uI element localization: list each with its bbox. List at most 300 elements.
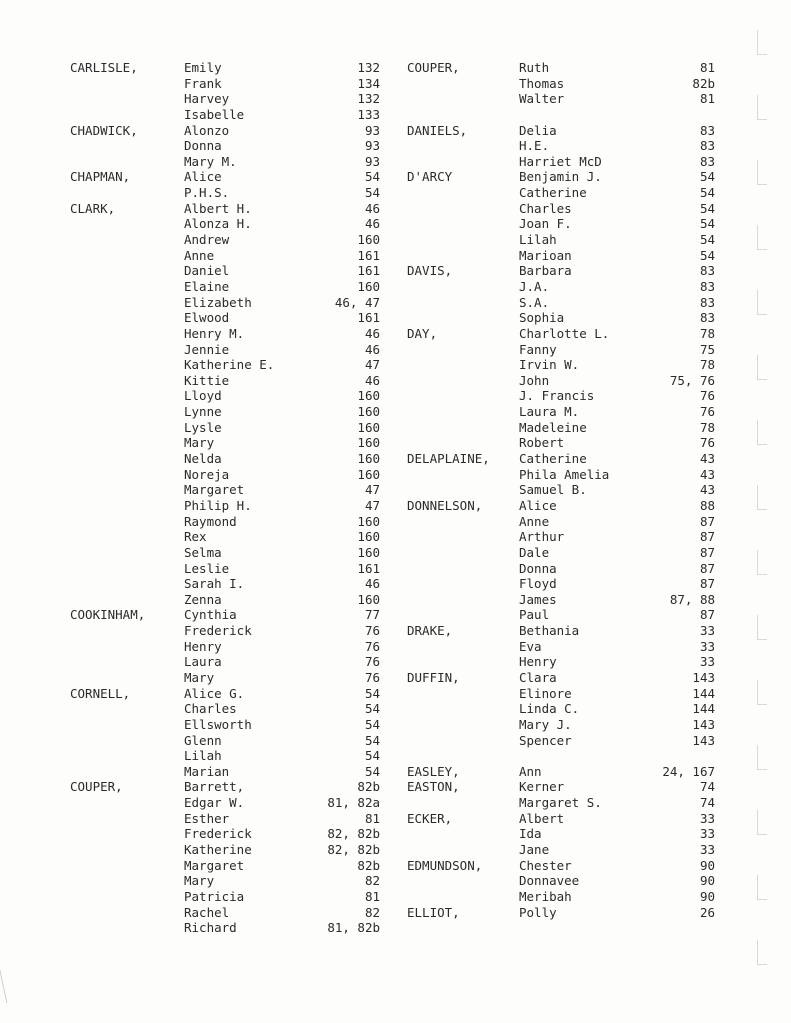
entry-page-numbers: 46 (364, 341, 380, 357)
entry-page-numbers: 46 (364, 216, 380, 232)
entry-given-name: Katherine E. (184, 357, 275, 373)
index-entry (70, 811, 382, 827)
index-entry (407, 733, 717, 749)
entry-given-name: Madeleine (519, 419, 587, 435)
entry-page-numbers: 87 (699, 576, 715, 592)
entry-page-numbers: 88 (699, 497, 715, 513)
index-entry (407, 357, 717, 373)
entry-page-numbers: 93 (364, 122, 380, 138)
entry-given-name: P.H.S. (184, 185, 230, 201)
entry-page-numbers: 54 (364, 685, 380, 701)
index-entry (407, 686, 717, 702)
index-entry (70, 764, 382, 780)
entry-given-name: J.A. (519, 278, 550, 294)
entry-page-numbers: 83 (699, 263, 715, 279)
index-entry (70, 295, 382, 311)
index-entry (407, 467, 717, 483)
index-entry (70, 216, 382, 232)
index-entry (407, 514, 717, 530)
index-entry (70, 107, 382, 123)
index-entry (70, 686, 382, 702)
binder-edge-mark (757, 30, 767, 55)
entry-page-numbers: 54 (699, 216, 715, 232)
index-entry (407, 545, 717, 561)
entry-page-numbers: 83 (699, 294, 715, 310)
index-entry (407, 639, 717, 655)
entry-given-name: Margaret (184, 857, 245, 873)
binder-edge-mark (757, 160, 767, 185)
entry-page-numbers: 74 (699, 795, 715, 811)
binder-edge-mark (757, 355, 767, 380)
entry-page-numbers: 132 (357, 91, 380, 107)
entry-page-numbers: 33 (699, 623, 715, 639)
entry-given-name: Chester (519, 857, 572, 873)
entry-given-name: Daniel (184, 263, 230, 279)
entry-given-name: Elaine (184, 278, 230, 294)
index-entry (70, 248, 382, 264)
entry-page-numbers: 54 (364, 169, 380, 185)
entry-given-name: Laura M. (519, 404, 580, 420)
entry-given-name: Leslie (184, 560, 230, 576)
index-entry (70, 607, 382, 623)
index-entry (407, 826, 717, 842)
entry-given-name: Albert (519, 810, 565, 826)
binder-edge-mark (757, 875, 767, 900)
entry-given-name: Bethania (519, 623, 580, 639)
entry-page-numbers: 134 (357, 75, 380, 91)
entry-given-name: Patricia (184, 888, 245, 904)
index-entry (407, 701, 717, 717)
entry-page-numbers: 81 (699, 91, 715, 107)
entry-given-name: Robert (519, 435, 565, 451)
binder-edge-mark (757, 485, 767, 510)
index-entry (70, 561, 382, 577)
index-entry (70, 795, 382, 811)
entry-page-numbers: 83 (699, 153, 715, 169)
entry-surname: DONNELSON, (407, 497, 483, 513)
entry-page-numbers: 43 (699, 482, 715, 498)
entry-given-name: Richard (184, 920, 237, 936)
entry-surname: EASLEY, (407, 763, 460, 779)
index-entry (407, 842, 717, 858)
index-entry (70, 388, 382, 404)
entry-page-numbers: 33 (699, 638, 715, 654)
index-entry (70, 91, 382, 107)
entry-given-name: Sarah I. (184, 576, 245, 592)
entry-surname: CARLISLE, (70, 60, 138, 75)
entry-page-numbers: 90 (699, 857, 715, 873)
entry-page-numbers: 76 (364, 669, 380, 685)
entry-page-numbers: 143 (692, 669, 715, 685)
entry-given-name: Barbara (519, 263, 572, 279)
entry-given-name: Elwood (184, 310, 230, 326)
entry-page-numbers: 90 (699, 873, 715, 889)
entry-page-numbers: 160 (357, 451, 380, 467)
entry-given-name: Alice (184, 169, 222, 185)
entry-given-name: Lysle (184, 419, 222, 435)
entry-page-numbers: 46 (364, 372, 380, 388)
index-entry (407, 342, 717, 358)
entry-given-name: Margaret (184, 482, 245, 498)
entry-page-numbers: 82 (364, 904, 380, 920)
index-entry (70, 279, 382, 295)
index-entry (407, 451, 717, 467)
binder-edge-mark (757, 680, 767, 705)
entry-surname: ELLIOT, (407, 904, 460, 920)
entry-given-name: Philip H. (184, 497, 252, 513)
entry-page-numbers: 161 (357, 263, 380, 279)
index-entry (407, 561, 717, 577)
entry-given-name: J. Francis (519, 388, 595, 404)
entry-surname: DANIELS, (407, 122, 468, 138)
index-entry (70, 905, 382, 921)
binder-edge-mark (757, 940, 767, 965)
index-entry (70, 201, 382, 217)
index-entry (70, 154, 382, 170)
entry-page-numbers: 160 (357, 466, 380, 482)
entry-given-name: Jennie (184, 341, 230, 357)
entry-surname: DELAPLAINE, (407, 451, 490, 467)
entry-given-name: Henry (519, 654, 557, 670)
index-entry (407, 232, 717, 248)
entry-given-name: Benjamin J. (519, 169, 602, 185)
index-entry (70, 482, 382, 498)
entry-given-name: Ann (519, 763, 542, 779)
entry-given-name: Mary (184, 669, 215, 685)
index-entry (407, 748, 717, 764)
entry-given-name: Lilah (519, 232, 557, 248)
binder-edge-mark (757, 810, 767, 835)
entry-surname: COOKINHAM, (70, 607, 146, 623)
entry-given-name: Raymond (184, 513, 237, 529)
index-entry (407, 873, 717, 889)
entry-page-numbers: 143 (692, 732, 715, 748)
entry-page-numbers: 54 (699, 200, 715, 216)
entry-given-name: Mary (184, 873, 215, 889)
entry-given-name: Walter (519, 91, 565, 107)
entry-given-name: Rachel (184, 904, 230, 920)
entry-given-name: H.E. (519, 138, 550, 154)
entry-page-numbers: 54 (364, 732, 380, 748)
entry-given-name: Henry M. (184, 325, 245, 341)
index-entry (70, 545, 382, 561)
entry-page-numbers: 87 (699, 513, 715, 529)
entry-given-name: Irvin W. (519, 357, 580, 373)
entry-page-numbers: 143 (692, 716, 715, 732)
index-entry (70, 779, 382, 795)
entry-given-name: Alice (519, 497, 557, 513)
index-entry (70, 185, 382, 201)
entry-page-numbers: 82b (357, 857, 380, 873)
index-entry (70, 451, 382, 467)
entry-page-numbers: 76 (699, 435, 715, 451)
entry-given-name: Katherine (184, 842, 252, 858)
index-entry (70, 435, 382, 451)
entry-surname: CHAPMAN, (70, 169, 131, 185)
binder-edge-mark (757, 95, 767, 120)
entry-page-numbers: 76 (364, 623, 380, 639)
entry-page-numbers: 160 (357, 529, 380, 545)
entry-given-name: Lilah (184, 748, 222, 764)
index-entry (70, 373, 382, 389)
entry-given-name: Donnavee (519, 873, 580, 889)
entry-given-name: Elinore (519, 685, 572, 701)
left-index-column (70, 60, 382, 936)
entry-page-numbers: 81, 82b (327, 920, 380, 936)
entry-surname: DUFFIN, (407, 669, 460, 685)
entry-page-numbers: 160 (357, 513, 380, 529)
entry-page-numbers: 93 (364, 138, 380, 154)
entry-given-name: James (519, 591, 557, 607)
entry-page-numbers: 87 (699, 560, 715, 576)
entry-page-numbers: 160 (357, 544, 380, 560)
index-entry (70, 858, 382, 874)
index-entry (70, 467, 382, 483)
index-entry (70, 654, 382, 670)
index-entry (407, 310, 717, 326)
entry-given-name: Andrew (184, 232, 230, 248)
right-index-column (407, 60, 717, 920)
entry-page-numbers: 87 (699, 607, 715, 623)
entry-given-name: Phila Amelia (519, 466, 610, 482)
index-entry (70, 670, 382, 686)
binder-edge-mark (757, 745, 767, 770)
index-entry (70, 701, 382, 717)
entry-given-name: Emily (184, 60, 222, 75)
index-entry (70, 717, 382, 733)
entry-surname: CORNELL, (70, 685, 131, 701)
entry-page-numbers: 54 (364, 748, 380, 764)
entry-page-numbers: 90 (699, 888, 715, 904)
index-entry (70, 76, 382, 92)
index-entry (70, 60, 382, 76)
entry-page-numbers: 78 (699, 357, 715, 373)
entry-given-name: Ida (519, 826, 542, 842)
entry-page-numbers: 76 (364, 654, 380, 670)
entry-given-name: Kerner (519, 779, 565, 795)
entry-given-name: Catherine (519, 451, 587, 467)
index-entry (407, 779, 717, 795)
entry-page-numbers: 83 (699, 138, 715, 154)
entry-page-numbers: 81 (364, 810, 380, 826)
entry-page-numbers: 75, 76 (669, 372, 715, 388)
entry-given-name: Henry (184, 638, 222, 654)
entry-page-numbers: 54 (699, 232, 715, 248)
entry-given-name: Cynthia (184, 607, 237, 623)
entry-page-numbers: 33 (699, 826, 715, 842)
entry-surname: CLARK, (70, 200, 116, 216)
entry-given-name: Joan F. (519, 216, 572, 232)
index-entry (407, 169, 717, 185)
entry-surname: DAVIS, (407, 263, 453, 279)
index-entry (407, 435, 717, 451)
entry-given-name: Jane (519, 842, 550, 858)
index-entry (407, 404, 717, 420)
entry-page-numbers: 76 (699, 404, 715, 420)
entry-surname: COUPER, (70, 779, 123, 795)
entry-surname: DRAKE, (407, 623, 453, 639)
index-entry (407, 91, 717, 107)
entry-page-numbers: 144 (692, 685, 715, 701)
entry-page-numbers: 87 (699, 529, 715, 545)
index-entry (407, 373, 717, 389)
entry-given-name: Selma (184, 544, 222, 560)
entry-page-numbers: 160 (357, 232, 380, 248)
entry-given-name: Alonzo (184, 122, 230, 138)
entry-given-name: Isabelle (184, 106, 245, 122)
entry-surname: COUPER, (407, 60, 460, 75)
entry-given-name: Charles (184, 701, 237, 717)
entry-given-name: Donna (519, 560, 557, 576)
index-entry (70, 310, 382, 326)
entry-given-name: Harvey (184, 91, 230, 107)
entry-given-name: Edgar W. (184, 795, 245, 811)
index-entry (407, 889, 717, 905)
entry-given-name: Polly (519, 904, 557, 920)
entry-given-name: Margaret S. (519, 795, 602, 811)
entry-page-numbers: 77 (364, 607, 380, 623)
entry-page-numbers: 46 (364, 200, 380, 216)
index-entry (407, 154, 717, 170)
index-entry (407, 905, 717, 921)
entry-surname: D'ARCY (407, 169, 453, 185)
index-entry (407, 76, 717, 92)
entry-page-numbers: 43 (699, 466, 715, 482)
entry-surname: EASTON, (407, 779, 460, 795)
binder-edge-mark (757, 550, 767, 575)
entry-given-name: Mary (184, 435, 215, 451)
entry-page-numbers: 78 (699, 419, 715, 435)
entry-given-name: Harriet McD (519, 153, 602, 169)
index-entry (70, 514, 382, 530)
entry-given-name: Floyd (519, 576, 557, 592)
entry-given-name: Ruth (519, 60, 550, 75)
entry-given-name: Albert H. (184, 200, 252, 216)
entry-given-name: Alonza H. (184, 216, 252, 232)
entry-given-name: Spencer (519, 732, 572, 748)
index-entry (70, 576, 382, 592)
entry-given-name: Linda C. (519, 701, 580, 717)
entry-page-numbers: 47 (364, 482, 380, 498)
entry-page-numbers: 144 (692, 701, 715, 717)
index-entry (407, 717, 717, 733)
entry-given-name: Alice G. (184, 685, 245, 701)
index-entry (70, 263, 382, 279)
entry-page-numbers: 83 (699, 278, 715, 294)
entry-page-numbers: 83 (699, 310, 715, 326)
entry-given-name: Donna (184, 138, 222, 154)
index-entry (70, 326, 382, 342)
index-entry (407, 107, 717, 123)
entry-given-name: Dale (519, 544, 550, 560)
entry-given-name: Fanny (519, 341, 557, 357)
entry-given-name: Mary M. (184, 153, 237, 169)
entry-given-name: Frank (184, 75, 222, 91)
index-entry (407, 764, 717, 780)
entry-page-numbers: 160 (357, 404, 380, 420)
entry-given-name: Lynne (184, 404, 222, 420)
entry-page-numbers: 54 (364, 185, 380, 201)
index-entry (407, 670, 717, 686)
index-entry (407, 216, 717, 232)
entry-given-name: Noreja (184, 466, 230, 482)
entry-page-numbers: 160 (357, 435, 380, 451)
entry-given-name: Charlotte L. (519, 325, 610, 341)
entry-page-numbers: 161 (357, 247, 380, 263)
entry-page-numbers: 43 (699, 451, 715, 467)
binder-edge-mark (757, 615, 767, 640)
entry-given-name: Clara (519, 669, 557, 685)
entry-page-numbers: 26 (699, 904, 715, 920)
entry-given-name: S.A. (519, 294, 550, 310)
entry-surname: CHADWICK, (70, 122, 138, 138)
index-entry (407, 529, 717, 545)
entry-given-name: Frederick (184, 623, 252, 639)
index-entry (407, 482, 717, 498)
entry-page-numbers: 87 (699, 544, 715, 560)
entry-page-numbers: 76 (364, 638, 380, 654)
index-entry (70, 123, 382, 139)
entry-page-numbers: 160 (357, 388, 380, 404)
entry-given-name: Ellsworth (184, 716, 252, 732)
index-entry (407, 592, 717, 608)
index-entry (407, 858, 717, 874)
index-entry (407, 123, 717, 139)
entry-page-numbers: 132 (357, 60, 380, 75)
index-entry (407, 607, 717, 623)
entry-given-name: Zenna (184, 591, 222, 607)
entry-page-numbers: 160 (357, 591, 380, 607)
index-entry (407, 654, 717, 670)
index-entry (407, 185, 717, 201)
index-entry (70, 232, 382, 248)
entry-given-name: Thomas (519, 75, 565, 91)
entry-page-numbers: 54 (364, 701, 380, 717)
entry-page-numbers: 93 (364, 153, 380, 169)
entry-page-numbers: 74 (699, 779, 715, 795)
index-entry (70, 623, 382, 639)
index-entry (70, 639, 382, 655)
index-entry (70, 404, 382, 420)
entry-page-numbers: 78 (699, 325, 715, 341)
entry-page-numbers: 87, 88 (669, 591, 715, 607)
entry-given-name: Catherine (519, 185, 587, 201)
entry-given-name: Marioan (519, 247, 572, 263)
entry-page-numbers: 24, 167 (662, 763, 715, 779)
entry-page-numbers: 54 (364, 716, 380, 732)
index-entry (70, 873, 382, 889)
entry-given-name: Paul (519, 607, 550, 623)
index-entry (70, 420, 382, 436)
index-entry (407, 576, 717, 592)
index-entry (407, 295, 717, 311)
entry-given-name: Rex (184, 529, 207, 545)
entry-page-numbers: 82, 82b (327, 842, 380, 858)
entry-page-numbers: 33 (699, 810, 715, 826)
entry-given-name: Elizabeth (184, 294, 252, 310)
entry-page-numbers: 82 (364, 873, 380, 889)
entry-page-numbers: 82b (357, 779, 380, 795)
entry-page-numbers: 81 (699, 60, 715, 75)
entry-surname: EDMUNDSON, (407, 857, 483, 873)
entry-page-numbers: 47 (364, 357, 380, 373)
index-entry (407, 263, 717, 279)
entry-page-numbers: 160 (357, 419, 380, 435)
index-entry (407, 498, 717, 514)
index-entry (407, 420, 717, 436)
index-entry (407, 279, 717, 295)
entry-given-name: Delia (519, 122, 557, 138)
